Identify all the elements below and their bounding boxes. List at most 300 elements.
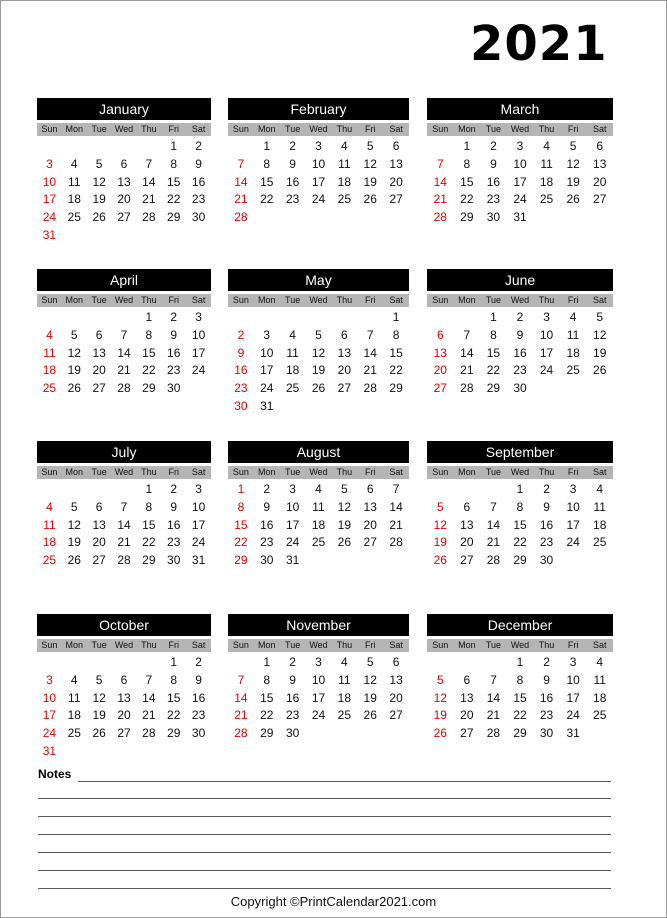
weekday-label: Thu (336, 295, 353, 305)
weekday-label: Mon (65, 295, 84, 305)
day-cell: 28 (486, 553, 501, 568)
day-cell: 25 (42, 381, 57, 396)
day-cell: 18 (539, 174, 554, 189)
day-cell: 20 (337, 363, 352, 378)
day-cell: 23 (285, 192, 300, 207)
day-cell: 31 (513, 210, 527, 225)
day-cell: 16 (260, 517, 274, 532)
weekday-label: Tue (485, 467, 502, 477)
day-cell: 22 (513, 535, 527, 550)
day-cell: 8 (392, 327, 400, 342)
day-cell: 17 (191, 517, 206, 532)
empty-cell (228, 138, 254, 156)
day-cell: 9 (170, 499, 178, 514)
day-cell: 24 (566, 708, 580, 723)
weekday-label: Wed (309, 467, 328, 477)
empty-cell (228, 309, 254, 327)
day-cell: 12 (92, 690, 106, 705)
day-cell: 6 (463, 499, 471, 514)
weekday-label: Sat (389, 295, 403, 305)
day-cell: 23 (167, 535, 181, 550)
day-cell: 6 (341, 327, 348, 342)
day-cell: 16 (234, 363, 248, 378)
day-cell: 26 (363, 708, 377, 723)
day-cell: 26 (337, 535, 352, 550)
day-cell: 20 (389, 690, 403, 705)
empty-cell (454, 654, 481, 672)
weekday-label: Wed (510, 124, 530, 134)
day-cell: 6 (436, 327, 444, 342)
day-cell: 6 (95, 327, 103, 342)
month-june (427, 269, 613, 398)
day-cell: 27 (117, 726, 131, 741)
weekday-label: Thu (336, 640, 353, 650)
day-cell: 29 (513, 553, 527, 568)
day-cell: 19 (433, 708, 447, 723)
notes-line (38, 834, 611, 835)
day-cell: 13 (460, 690, 474, 705)
day-cell: 13 (92, 345, 106, 360)
day-cell: 14 (433, 174, 447, 189)
weekday-label: Tue (91, 295, 107, 305)
day-cell: 24 (191, 535, 206, 550)
day-cell: 24 (42, 726, 57, 741)
month-august (228, 441, 409, 570)
day-cell: 7 (120, 327, 128, 342)
day-cell: 31 (285, 553, 300, 568)
day-cell: 17 (539, 345, 554, 360)
weekday-label: Wed (114, 640, 134, 650)
day-cell: 14 (117, 517, 131, 532)
weekday-label: Tue (91, 467, 107, 477)
weekday-header (228, 123, 409, 136)
day-cell: 21 (142, 192, 156, 207)
day-grid (228, 654, 409, 743)
month-title: May (228, 269, 409, 291)
day-cell: 3 (543, 310, 550, 324)
day-cell: 5 (569, 139, 577, 153)
weekday-label: Sun (41, 467, 58, 477)
weekday-label: Sun (432, 467, 449, 477)
weekday-label: Thu (538, 124, 555, 134)
day-cell: 22 (260, 708, 274, 723)
day-cell: 4 (341, 139, 348, 153)
day-cell: 22 (513, 708, 527, 723)
day-cell: 1 (170, 655, 178, 669)
empty-cell (87, 481, 112, 499)
day-cell: 14 (486, 517, 501, 532)
day-cell: 29 (167, 210, 181, 225)
day-cell: 27 (593, 192, 607, 207)
day-cell: 22 (167, 192, 181, 207)
day-cell: 24 (539, 363, 554, 378)
day-cell: 22 (486, 363, 501, 378)
day-cell: 24 (311, 192, 326, 207)
day-cell: 12 (67, 517, 81, 532)
weekday-label: Sun (432, 124, 449, 134)
month-title: July (37, 441, 211, 463)
day-cell: 22 (389, 363, 403, 378)
day-cell: 28 (234, 210, 248, 225)
day-cell: 7 (237, 156, 245, 171)
weekday-label: Mon (458, 295, 476, 305)
day-cell: 14 (117, 345, 131, 360)
day-cell: 12 (92, 174, 106, 189)
day-cell: 17 (191, 345, 206, 360)
day-cell: 21 (389, 517, 403, 532)
weekday-label: Mon (458, 640, 476, 650)
day-cell: 26 (92, 726, 106, 741)
day-cell: 25 (311, 535, 326, 550)
day-cell: 5 (436, 672, 444, 687)
day-cell: 29 (142, 381, 156, 396)
day-cell: 13 (337, 345, 352, 360)
weekday-label: Fri (364, 124, 376, 134)
day-cell: 9 (195, 156, 202, 171)
weekday-label: Sun (232, 467, 249, 477)
weekday-label: Sat (389, 467, 403, 477)
day-cell: 7 (237, 672, 245, 687)
day-cell: 20 (117, 708, 131, 723)
day-grid (228, 481, 409, 570)
empty-cell (37, 481, 62, 499)
day-cell: 4 (341, 655, 348, 669)
day-cell: 5 (315, 327, 322, 342)
weekday-label: Mon (458, 467, 476, 477)
empty-cell (427, 309, 454, 327)
day-cell: 23 (234, 381, 248, 396)
day-cell: 23 (191, 192, 206, 207)
day-cell: 9 (195, 672, 202, 687)
day-cell: 14 (234, 174, 248, 189)
day-cell: 16 (285, 690, 300, 705)
day-cell: 11 (338, 672, 351, 687)
empty-cell (62, 309, 87, 327)
day-cell: 16 (539, 517, 554, 532)
day-cell: 28 (433, 210, 447, 225)
weekday-label: Wed (114, 124, 134, 134)
day-cell: 17 (513, 174, 527, 189)
day-cell: 25 (593, 708, 607, 723)
empty-cell (112, 138, 137, 156)
day-cell: 9 (516, 327, 524, 342)
day-cell: 4 (569, 310, 577, 324)
empty-cell (87, 138, 112, 156)
weekday-label: Thu (141, 124, 157, 134)
empty-cell (37, 138, 62, 156)
day-cell: 4 (46, 327, 53, 342)
empty-cell (62, 138, 87, 156)
day-cell: 23 (260, 535, 274, 550)
day-cell: 25 (337, 708, 352, 723)
weekday-label: Wed (309, 295, 328, 305)
day-cell: 25 (42, 553, 57, 568)
day-cell: 27 (460, 553, 474, 568)
day-cell: 10 (191, 327, 206, 342)
day-cell: 10 (566, 499, 580, 514)
weekday-label: Thu (336, 124, 353, 134)
day-cell: 20 (92, 535, 106, 550)
day-cell: 4 (543, 139, 550, 153)
day-cell: 5 (70, 327, 78, 342)
day-cell: 3 (263, 327, 271, 342)
day-cell: 7 (490, 499, 497, 514)
day-cell: 5 (366, 655, 374, 669)
day-cell: 3 (289, 482, 296, 496)
weekday-label: Sat (592, 640, 607, 650)
month-november (228, 614, 409, 743)
notes-line (38, 852, 611, 853)
day-cell: 15 (142, 345, 156, 360)
empty-cell (427, 654, 454, 672)
day-cell: 1 (516, 482, 524, 496)
day-cell: 12 (593, 327, 607, 342)
day-cell: 11 (43, 345, 56, 360)
notes-line (38, 870, 611, 871)
day-cell: 31 (191, 553, 206, 568)
day-cell: 4 (596, 655, 604, 669)
weekday-label: Fri (567, 467, 579, 477)
empty-cell (357, 309, 383, 327)
month-title: January (37, 98, 211, 120)
day-cell: 11 (43, 517, 56, 532)
month-title: April (37, 269, 211, 291)
day-cell: 13 (460, 517, 474, 532)
empty-cell (480, 654, 507, 672)
weekday-label: Wed (114, 295, 134, 305)
weekday-label: Fri (168, 295, 179, 305)
day-cell: 11 (338, 156, 351, 171)
day-cell: 20 (433, 363, 447, 378)
notes-line (78, 781, 611, 782)
day-cell: 13 (92, 517, 106, 532)
day-cell: 21 (486, 535, 501, 550)
day-cell: 2 (195, 655, 202, 669)
day-cell: 17 (42, 192, 57, 207)
day-grid (37, 138, 211, 245)
weekday-header (37, 639, 211, 652)
day-cell: 12 (433, 517, 447, 532)
day-cell: 15 (460, 174, 474, 189)
day-cell: 10 (513, 156, 527, 171)
weekday-header (228, 639, 409, 652)
day-cell: 17 (311, 690, 326, 705)
day-cell: 30 (191, 210, 206, 225)
weekday-header (427, 639, 613, 652)
notes-line (38, 888, 611, 889)
weekday-label: Sun (41, 640, 58, 650)
day-cell: 29 (234, 553, 248, 568)
month-july (37, 441, 211, 570)
notes-line (38, 816, 611, 817)
day-cell: 2 (490, 139, 497, 153)
day-cell: 28 (460, 381, 474, 396)
day-cell: 15 (234, 517, 248, 532)
day-cell: 2 (195, 139, 202, 153)
day-cell: 11 (540, 156, 553, 171)
day-cell: 8 (263, 672, 271, 687)
day-cell: 18 (285, 363, 300, 378)
day-cell: 16 (167, 345, 181, 360)
day-cell: 20 (363, 517, 377, 532)
day-cell: 18 (67, 708, 81, 723)
day-cell: 12 (67, 345, 81, 360)
day-cell: 23 (285, 708, 300, 723)
day-cell: 20 (460, 535, 474, 550)
day-cell: 29 (460, 210, 474, 225)
weekday-label: Tue (91, 124, 107, 134)
empty-cell (62, 654, 87, 672)
day-cell: 13 (363, 499, 377, 514)
day-cell: 21 (486, 708, 501, 723)
day-cell: 4 (315, 482, 322, 496)
day-grid (37, 481, 211, 570)
weekday-label: Tue (285, 640, 301, 650)
day-cell: 30 (260, 553, 274, 568)
day-cell: 9 (289, 672, 296, 687)
empty-cell (254, 309, 280, 327)
day-cell: 11 (68, 690, 81, 705)
day-cell: 29 (486, 381, 501, 396)
day-cell: 10 (311, 672, 326, 687)
empty-cell (112, 481, 137, 499)
day-cell: 10 (311, 156, 326, 171)
day-cell: 2 (237, 327, 245, 342)
day-cell: 9 (490, 156, 497, 171)
day-cell: 20 (460, 708, 474, 723)
day-cell: 11 (286, 345, 299, 360)
day-cell: 14 (142, 690, 156, 705)
day-cell: 8 (516, 672, 524, 687)
weekday-label: Wed (309, 640, 328, 650)
empty-cell (454, 481, 481, 499)
day-cell: 10 (566, 672, 580, 687)
year-title: 2021 (470, 16, 608, 72)
month-march (427, 98, 613, 227)
day-cell: 26 (311, 381, 326, 396)
month-title: November (228, 614, 409, 636)
day-cell: 16 (191, 690, 206, 705)
day-cell: 20 (117, 192, 131, 207)
day-cell: 21 (460, 363, 474, 378)
day-cell: 26 (363, 192, 377, 207)
day-cell: 9 (543, 672, 550, 687)
weekday-label: Sun (41, 295, 58, 305)
day-cell: 2 (543, 655, 550, 669)
day-cell: 1 (145, 482, 153, 496)
day-cell: 3 (46, 672, 53, 687)
day-cell: 28 (486, 726, 501, 741)
month-title: August (228, 441, 409, 463)
day-cell: 28 (142, 210, 156, 225)
day-cell: 25 (67, 726, 81, 741)
day-cell: 1 (263, 139, 271, 153)
day-cell: 1 (170, 139, 178, 153)
weekday-label: Tue (91, 640, 107, 650)
day-cell: 22 (167, 708, 181, 723)
day-cell: 21 (433, 192, 447, 207)
empty-cell (280, 309, 306, 327)
weekday-label: Thu (538, 295, 555, 305)
day-cell: 26 (92, 210, 106, 225)
day-cell: 30 (191, 726, 206, 741)
weekday-label: Sun (232, 640, 249, 650)
day-cell: 20 (593, 174, 607, 189)
day-cell: 3 (569, 482, 577, 496)
day-cell: 18 (67, 192, 81, 207)
day-cell: 30 (167, 381, 181, 396)
day-cell: 21 (363, 363, 377, 378)
day-cell: 16 (285, 174, 300, 189)
weekday-header (427, 123, 613, 136)
day-cell: 7 (463, 327, 471, 342)
day-cell: 17 (566, 690, 580, 705)
day-cell: 22 (234, 535, 248, 550)
empty-cell (427, 481, 454, 499)
day-cell: 14 (363, 345, 377, 360)
empty-cell (112, 309, 137, 327)
day-cell: 21 (117, 535, 131, 550)
day-cell: 24 (260, 381, 274, 396)
day-cell: 10 (42, 690, 57, 705)
day-cell: 26 (67, 553, 81, 568)
day-cell: 27 (389, 708, 403, 723)
day-cell: 18 (566, 345, 580, 360)
weekday-label: Wed (510, 467, 530, 477)
day-cell: 12 (337, 499, 352, 514)
day-cell: 3 (516, 139, 524, 153)
day-cell: 28 (363, 381, 377, 396)
copyright-text: Copyright ©PrintCalendar2021.com (230, 894, 437, 909)
day-grid (427, 138, 613, 227)
day-cell: 3 (46, 156, 53, 171)
weekday-header (37, 294, 211, 307)
weekday-header (228, 466, 409, 479)
day-cell: 29 (389, 381, 403, 396)
day-cell: 14 (389, 499, 403, 514)
day-cell: 1 (516, 655, 524, 669)
day-cell: 1 (263, 655, 271, 669)
day-cell: 26 (566, 192, 580, 207)
day-cell: 6 (392, 139, 400, 153)
day-cell: 20 (92, 363, 106, 378)
day-cell: 15 (167, 174, 181, 189)
weekday-label: Thu (141, 467, 157, 477)
day-cell: 15 (167, 690, 181, 705)
weekday-label: Sun (232, 124, 249, 134)
day-cell: 19 (337, 517, 352, 532)
day-cell: 6 (95, 499, 103, 514)
day-cell: 8 (170, 672, 178, 687)
weekday-label: Sat (191, 640, 206, 650)
day-cell: 27 (92, 381, 106, 396)
day-cell: 28 (142, 726, 156, 741)
day-cell: 4 (70, 156, 78, 171)
day-cell: 9 (543, 499, 550, 514)
day-cell: 23 (539, 708, 554, 723)
day-cell: 27 (92, 553, 106, 568)
day-cell: 24 (42, 210, 57, 225)
day-cell: 22 (142, 363, 156, 378)
empty-cell (480, 481, 507, 499)
day-cell: 16 (167, 517, 181, 532)
day-cell: 10 (260, 345, 274, 360)
day-cell: 15 (142, 517, 156, 532)
day-cell: 19 (566, 174, 580, 189)
day-cell: 29 (167, 726, 181, 741)
day-grid (37, 654, 211, 761)
day-cell: 19 (433, 535, 447, 550)
